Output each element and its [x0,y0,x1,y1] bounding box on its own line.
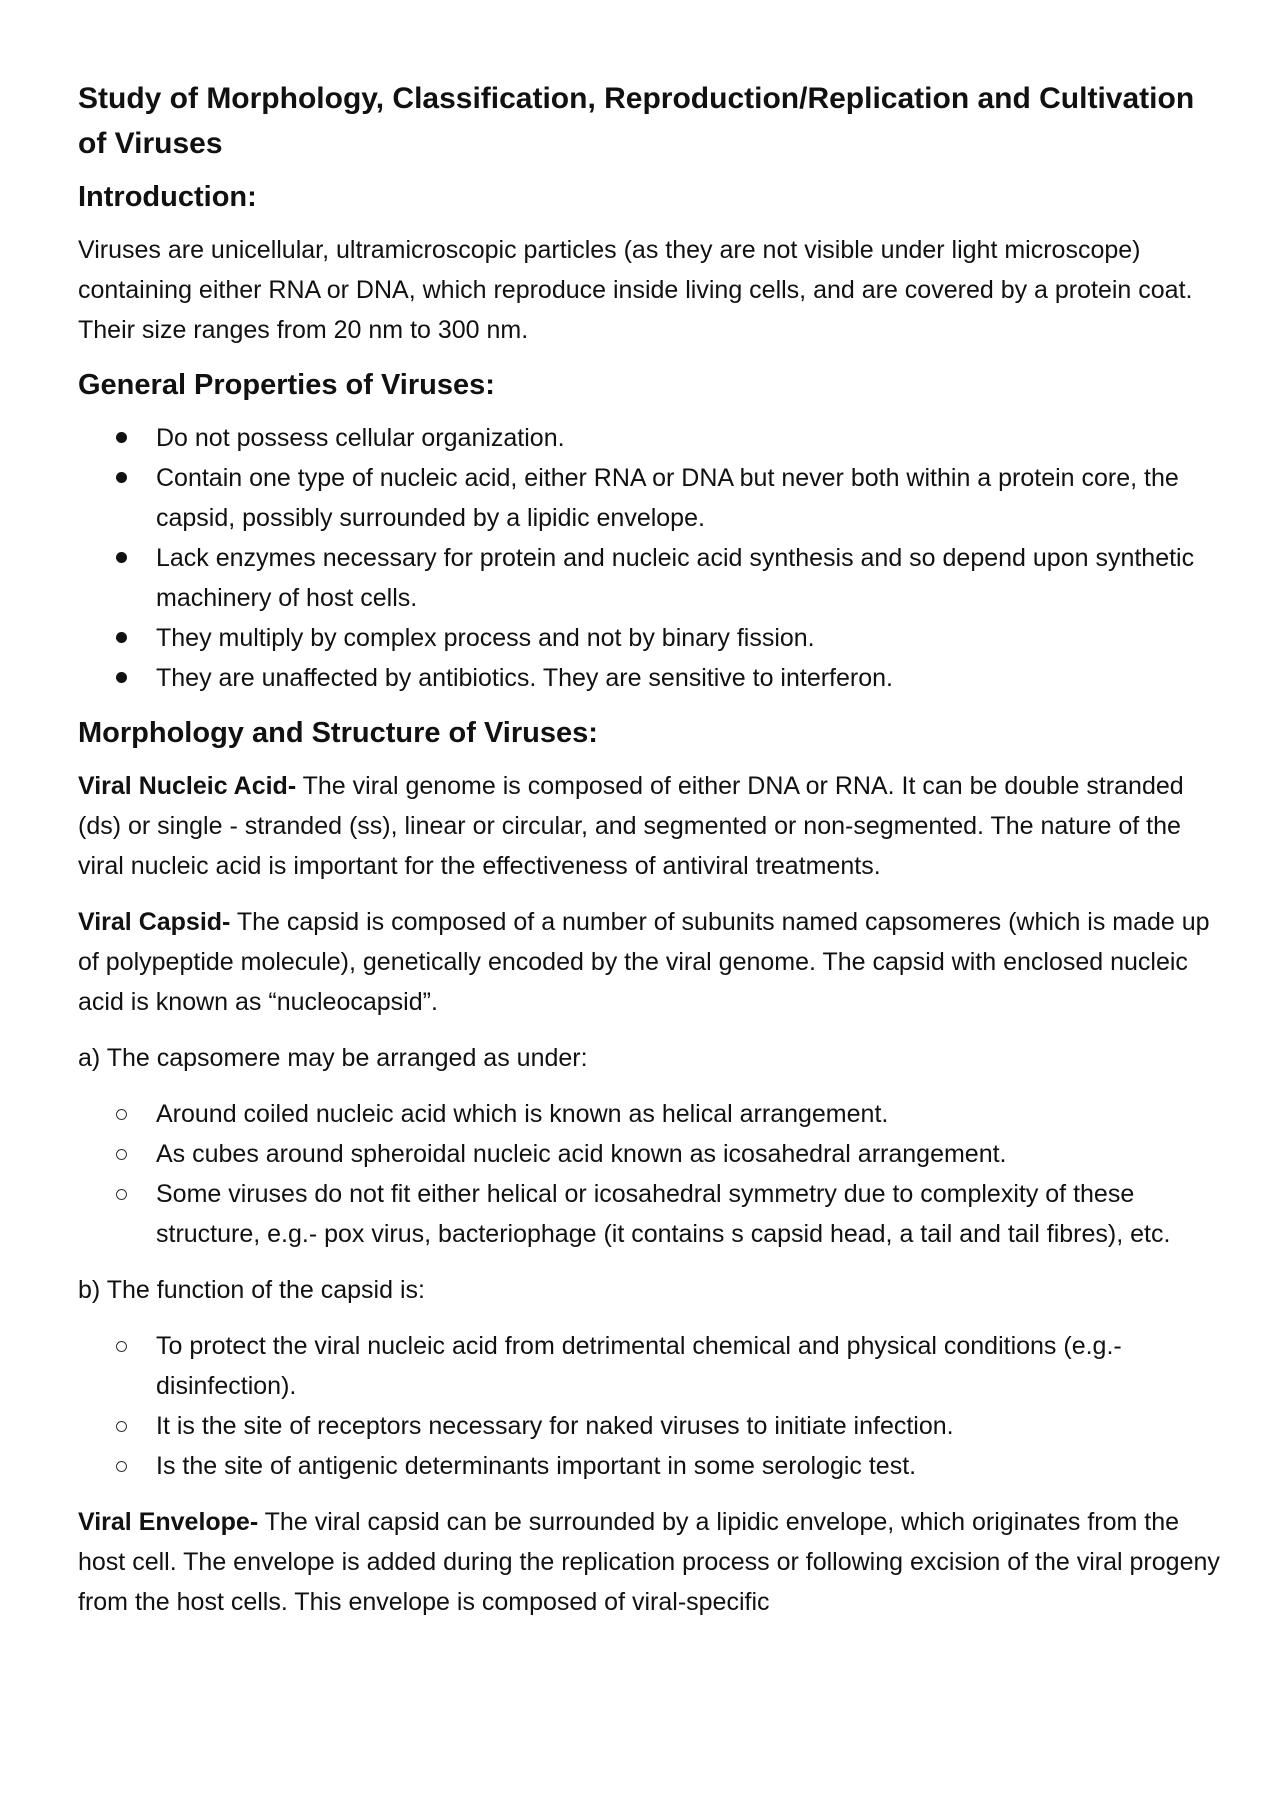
nucleic-acid-paragraph [78,766,1228,886]
nucleic-acid-label: Viral Nucleic Acid- [78,772,297,800]
list-item [78,1174,1228,1254]
circle-bullet-icon [116,1109,127,1120]
list-item [78,1134,1228,1174]
envelope-label: Viral Envelope- [78,1508,259,1536]
list-item [78,618,1228,658]
list-item-text: Contain one type of nucleic acid, either RNA or DNA but never both within a protein core, the capsid, possibly surrounded by a lipidic envelope. [156,464,1179,532]
list-item [78,658,1228,698]
arrangement-list [78,1094,1228,1254]
bullet-icon [116,552,127,563]
nucleic-acid-text: The viral genome is composed of either DNA or RNA. It can be double stranded (ds) or single - stranded (ss), linear or circular, and segmented or non-segmented. The nature of the viral nucleic acid is important for the effectiveness of antiviral treatments. [78,772,1184,880]
intro-paragraph: Viruses are unicellular, ultramicroscopic particles (as they are not visible under light microscope) containing either RNA or DNA, which reproduce inside living cells, and are covered by a protein coat. Their size ranges from 20 nm to 300 nm. [78,236,1193,344]
circle-bullet-icon [116,1149,127,1160]
intro-heading: Introduction: [78,181,257,213]
capsid-label: Viral Capsid- [78,908,231,936]
function-list [78,1326,1228,1486]
list-item [78,1406,1228,1446]
list-item-text: They are unaffected by antibiotics. They are sensitive to interferon. [156,664,893,692]
circle-bullet-icon [116,1461,127,1472]
circle-bullet-icon [116,1189,127,1200]
circle-bullet-icon [116,1341,127,1352]
list-item-text: Is the site of antigenic determinants important in some serologic test. [156,1452,917,1480]
bullet-icon [116,472,127,483]
list-item-text: Some viruses do not fit either helical or icosahedral symmetry due to complexity of these structure, e.g.- pox virus, bacteriophage (it contains s capsid head, a tail and tail fibres), etc. [156,1180,1171,1248]
capsid-paragraph [78,902,1228,1022]
list-item-text: Lack enzymes necessary for protein and nucleic acid synthesis and so depend upon synthetic machinery of host cells. [156,544,1195,612]
list-item [78,538,1228,618]
list-item [78,418,1228,458]
list-item [78,1446,1228,1486]
document-content [78,76,1228,1638]
list-item-text: Do not possess cellular organization. [156,424,565,452]
list-item [78,1094,1228,1134]
general-properties-list [78,418,1228,698]
arrangement-label: a) The capsomere may be arranged as under: [78,1044,588,1072]
capsid-text: The capsid is composed of a number of subunits named capsomeres (which is made up of polypeptide molecule), genetically encoded by the viral genome. The capsid with enclosed nucleic acid is known as “nucleocapsid”. [78,908,1210,1016]
envelope-text: The viral capsid can be surrounded by a lipidic envelope, which originates from the host cell. The envelope is added during the replication process or following excision of the viral progeny from the host cells. This envelope is composed of viral-specific [78,1508,1220,1616]
list-item-text: Around coiled nucleic acid which is known as helical arrangement. [156,1100,889,1128]
bullet-icon [116,672,127,683]
list-item [78,1326,1228,1406]
envelope-paragraph [78,1502,1228,1622]
list-item-text: They multiply by complex process and not by binary fission. [156,624,815,652]
morphology-heading: Morphology and Structure of Viruses: [78,717,598,749]
function-label: b) The function of the capsid is: [78,1276,425,1304]
general-properties-heading: General Properties of Viruses: [78,369,495,401]
bullet-icon [116,632,127,643]
document-title: Study of Morphology, Classification, Reproduction/Replication and Cultivation of Viruses [78,82,1195,160]
bullet-icon [116,432,127,443]
list-item-text: As cubes around spheroidal nucleic acid known as icosahedral arrangement. [156,1140,1007,1168]
list-item-text: To protect the viral nucleic acid from detrimental chemical and physical conditions (e.g.- disinfection). [156,1332,1122,1400]
list-item [78,458,1228,538]
list-item-text: It is the site of receptors necessary for naked viruses to initiate infection. [156,1412,954,1440]
circle-bullet-icon [116,1421,127,1432]
